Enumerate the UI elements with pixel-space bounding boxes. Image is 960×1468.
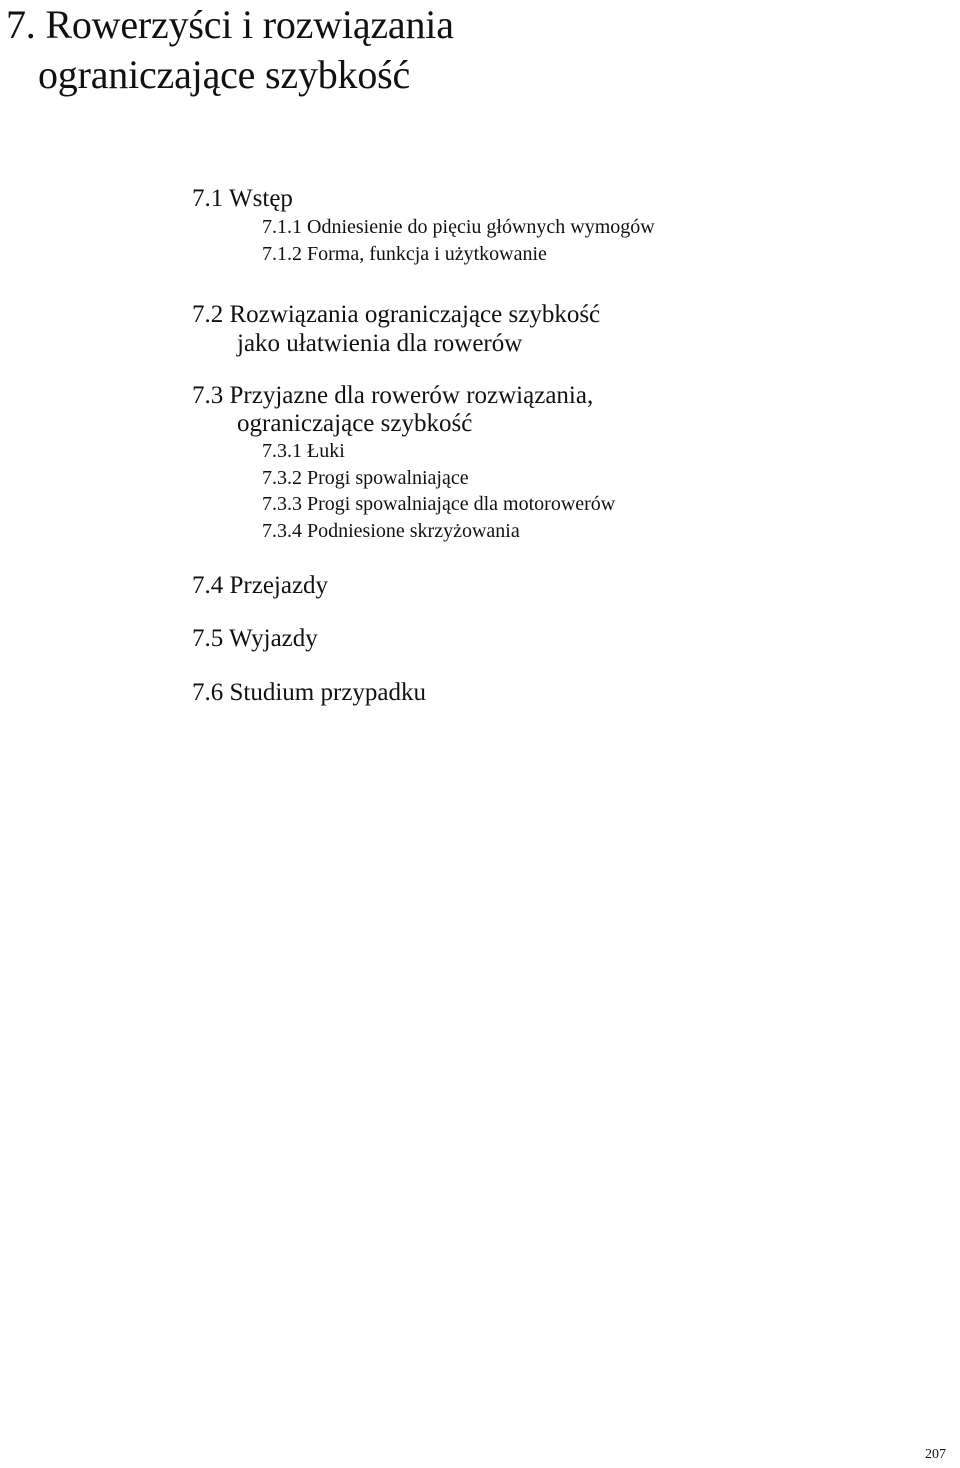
chapter-title-line-2: ograniczające szybkość [38,52,411,97]
toc-entry-7-3-4: 7.3.4 Podniesione skrzyżowania [262,520,520,542]
chapter-title-line-1: 7. Rowerzyści i rozwiązania [6,2,454,47]
toc-entry-7-2-continued: jako ułatwienia dla rowerów [237,330,523,357]
toc-entry-7-3-3: 7.3.3 Progi spowalniające dla motorowerów [262,493,616,515]
toc-entry-7-3-2: 7.3.2 Progi spowalniające [262,467,469,489]
toc-entry-7-6: 7.6 Studium przypadku [192,679,427,706]
toc-entry-7-3-continued: ograniczające szybkość [237,410,473,437]
toc-entry-7-1-2: 7.1.2 Forma, funkcja i użytkowanie [262,243,547,265]
toc-entry-7-5: 7.5 Wyjazdy [192,625,318,652]
chapter-title [6,0,454,100]
toc-entry-7-2: 7.2 Rozwiązania ograniczające szybkość [192,301,601,328]
toc-entry-7-1: 7.1 Wstęp [192,185,293,212]
page-number: 207 [925,1447,946,1462]
toc-entry-7-3-1: 7.3.1 Łuki [262,440,345,462]
toc-entry-7-3: 7.3 Przyjazne dla rowerów rozwiązania, [192,382,594,409]
toc-entry-7-1-1: 7.1.1 Odniesienie do pięciu głównych wymogów [262,216,655,238]
toc-entry-7-4: 7.4 Przejazdy [192,572,329,599]
